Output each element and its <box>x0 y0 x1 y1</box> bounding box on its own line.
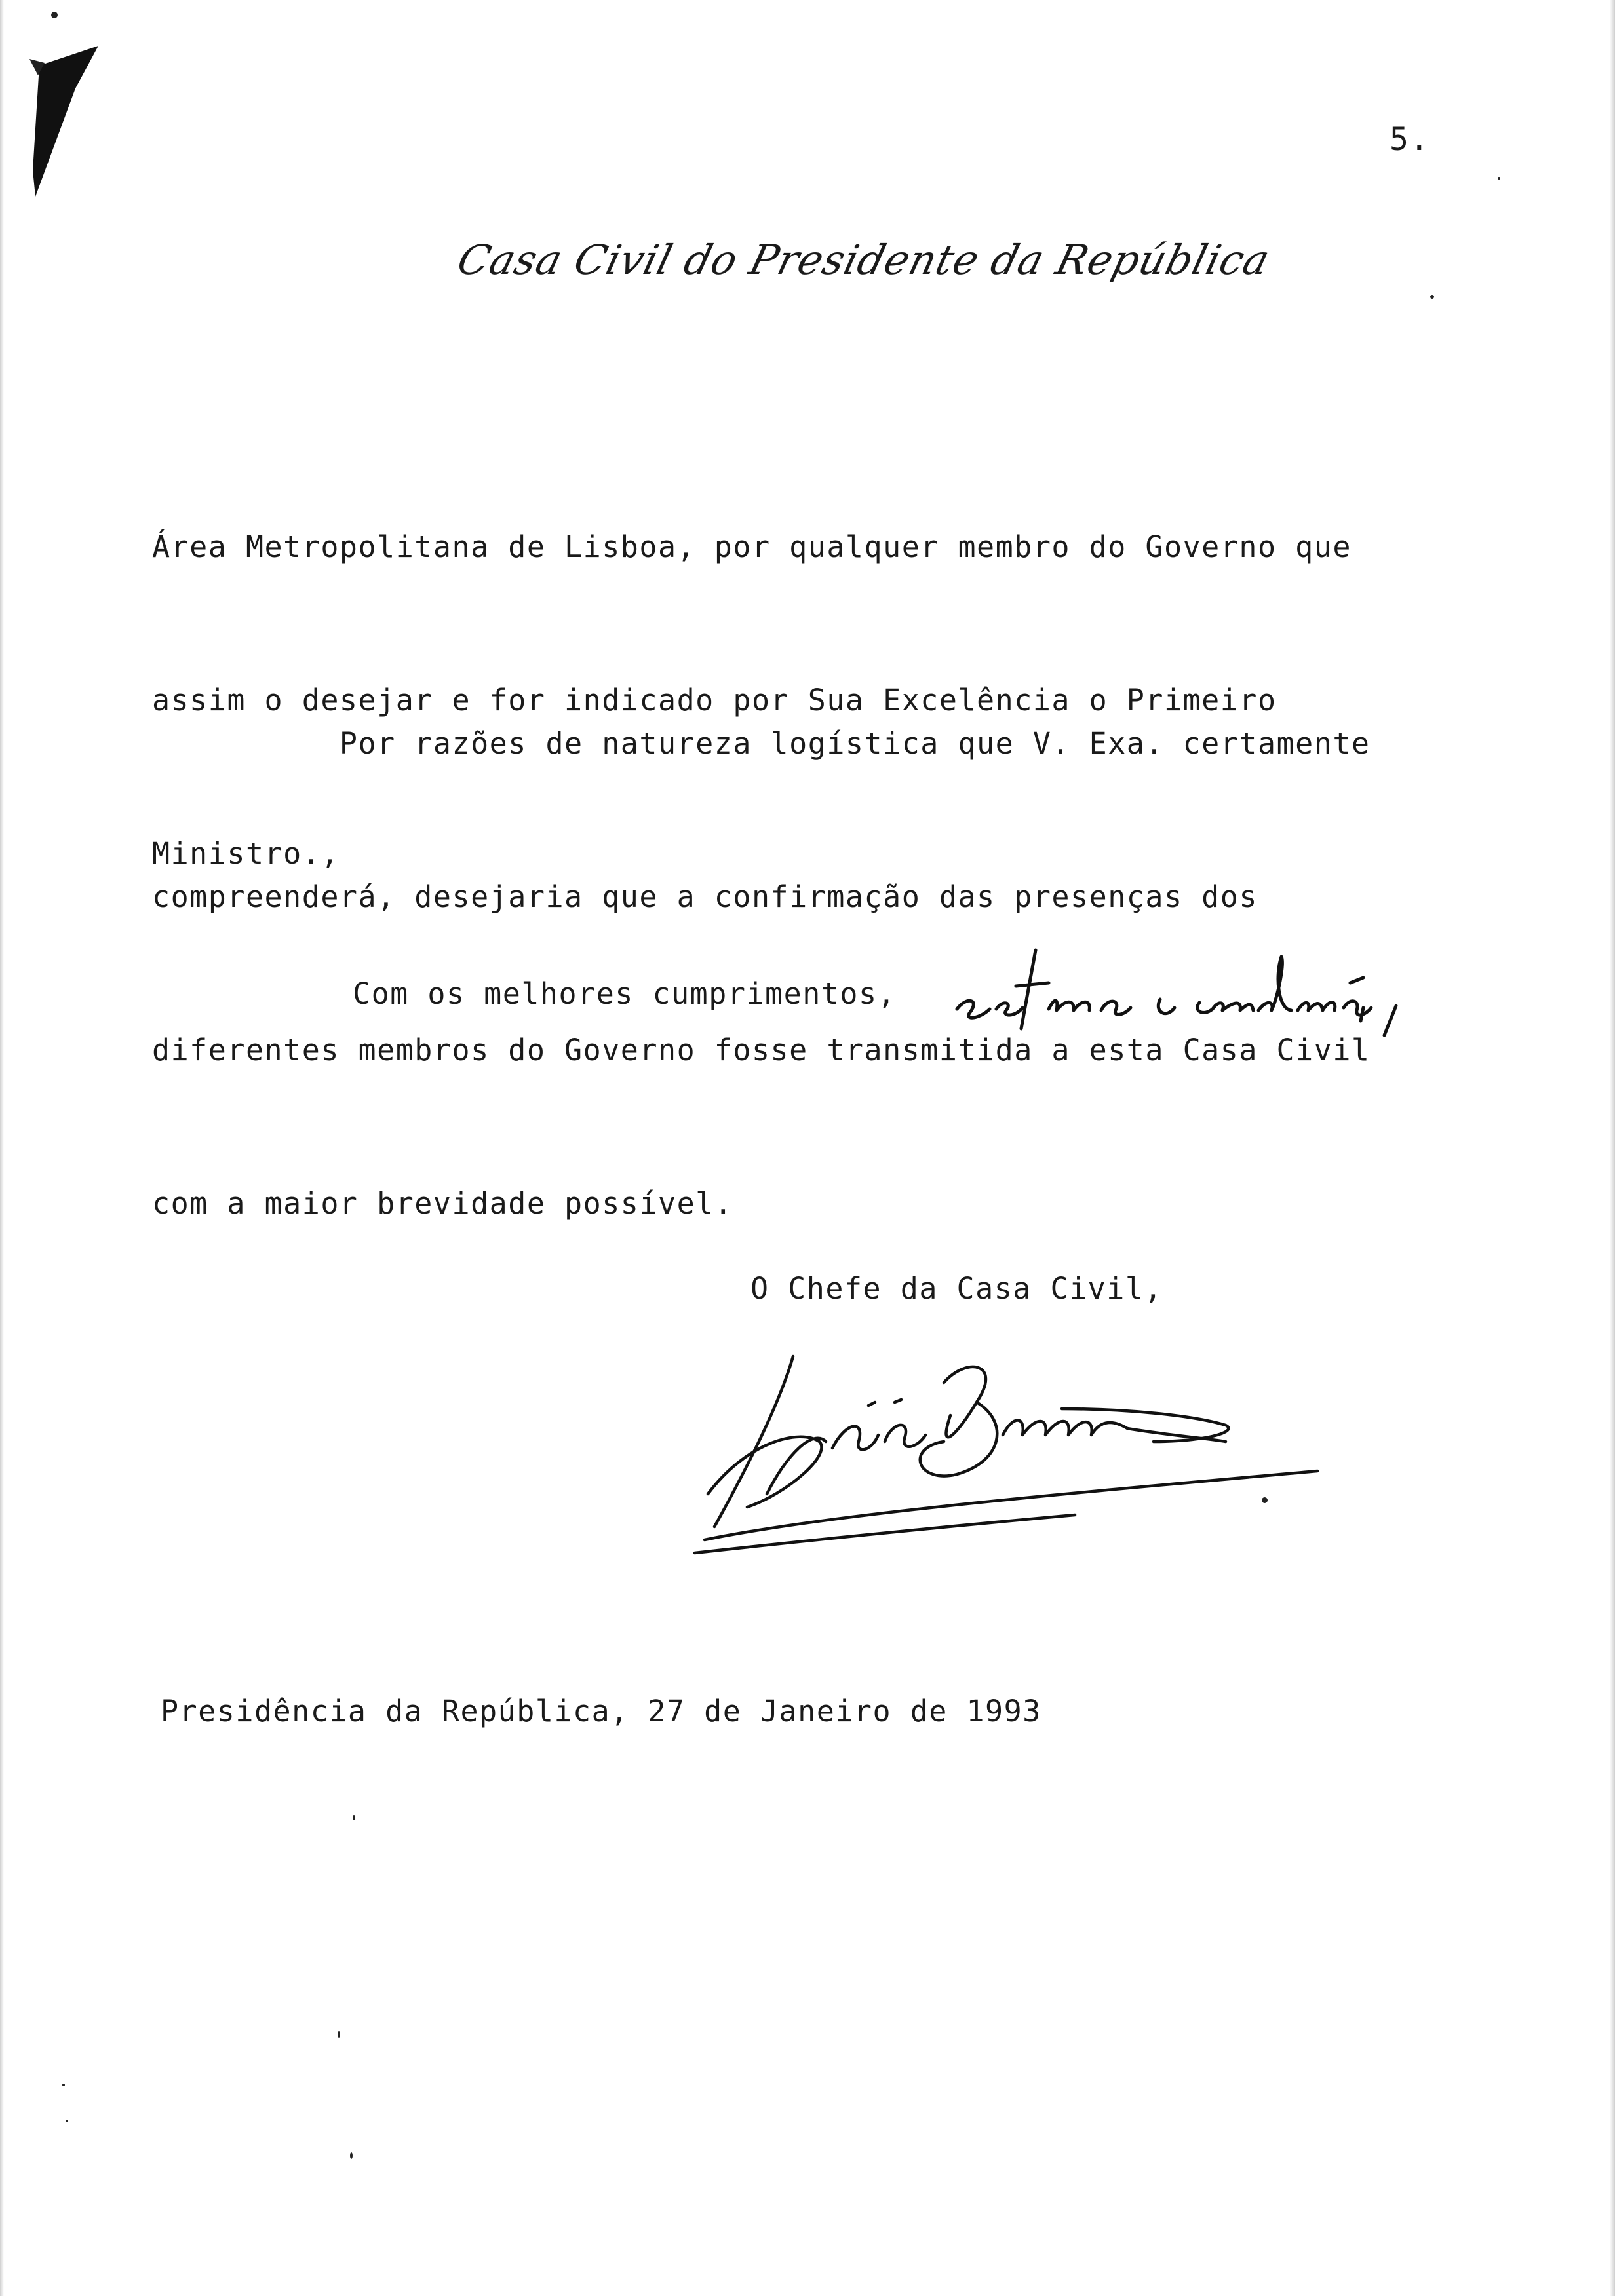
scan-speck <box>51 12 58 18</box>
scan-speck <box>353 1815 355 1820</box>
scan-speck <box>66 2120 68 2122</box>
text-line: diferentes membros do Governo fosse transmitida a esta Casa Civil <box>152 1033 1371 1067</box>
text-line: compreenderá, desejaria que a confirmação das presenças dos <box>152 879 1258 914</box>
scan-edge-right <box>1610 0 1615 2296</box>
text-line: assim o desejar e for indicado por Sua Excelência o Primeiro <box>152 683 1277 718</box>
scan-speck <box>1498 177 1500 180</box>
place-and-date: Presidência da República, 27 de Janeiro de 1993 <box>161 1694 1041 1729</box>
scan-speck <box>350 2152 353 2159</box>
scan-speck <box>338 2031 340 2038</box>
signer-title: O Chefe da Casa Civil, <box>750 1271 1163 1306</box>
scan-speck <box>1430 295 1434 299</box>
scan-wedge-mark <box>26 39 105 203</box>
text-line: Ministro., <box>152 836 340 871</box>
signature <box>669 1343 1324 1566</box>
scan-edge-left <box>0 0 4 2296</box>
closing-line: Com os melhores cumprimentos, <box>353 976 897 1011</box>
text-line: Área Metropolitana de Lisboa, por qualquer membro do Governo que <box>152 529 1352 564</box>
handwritten-addition <box>944 937 1429 1042</box>
scan-speck <box>62 2084 65 2086</box>
text-line: Por razões de natureza logística que V. Exa. certamente <box>152 726 1371 761</box>
letterhead: Casa Civil do Presidente da República <box>452 236 1275 284</box>
text-line: com a maior brevidade possível. <box>152 1186 733 1221</box>
page-number: 5. <box>1390 121 1430 158</box>
